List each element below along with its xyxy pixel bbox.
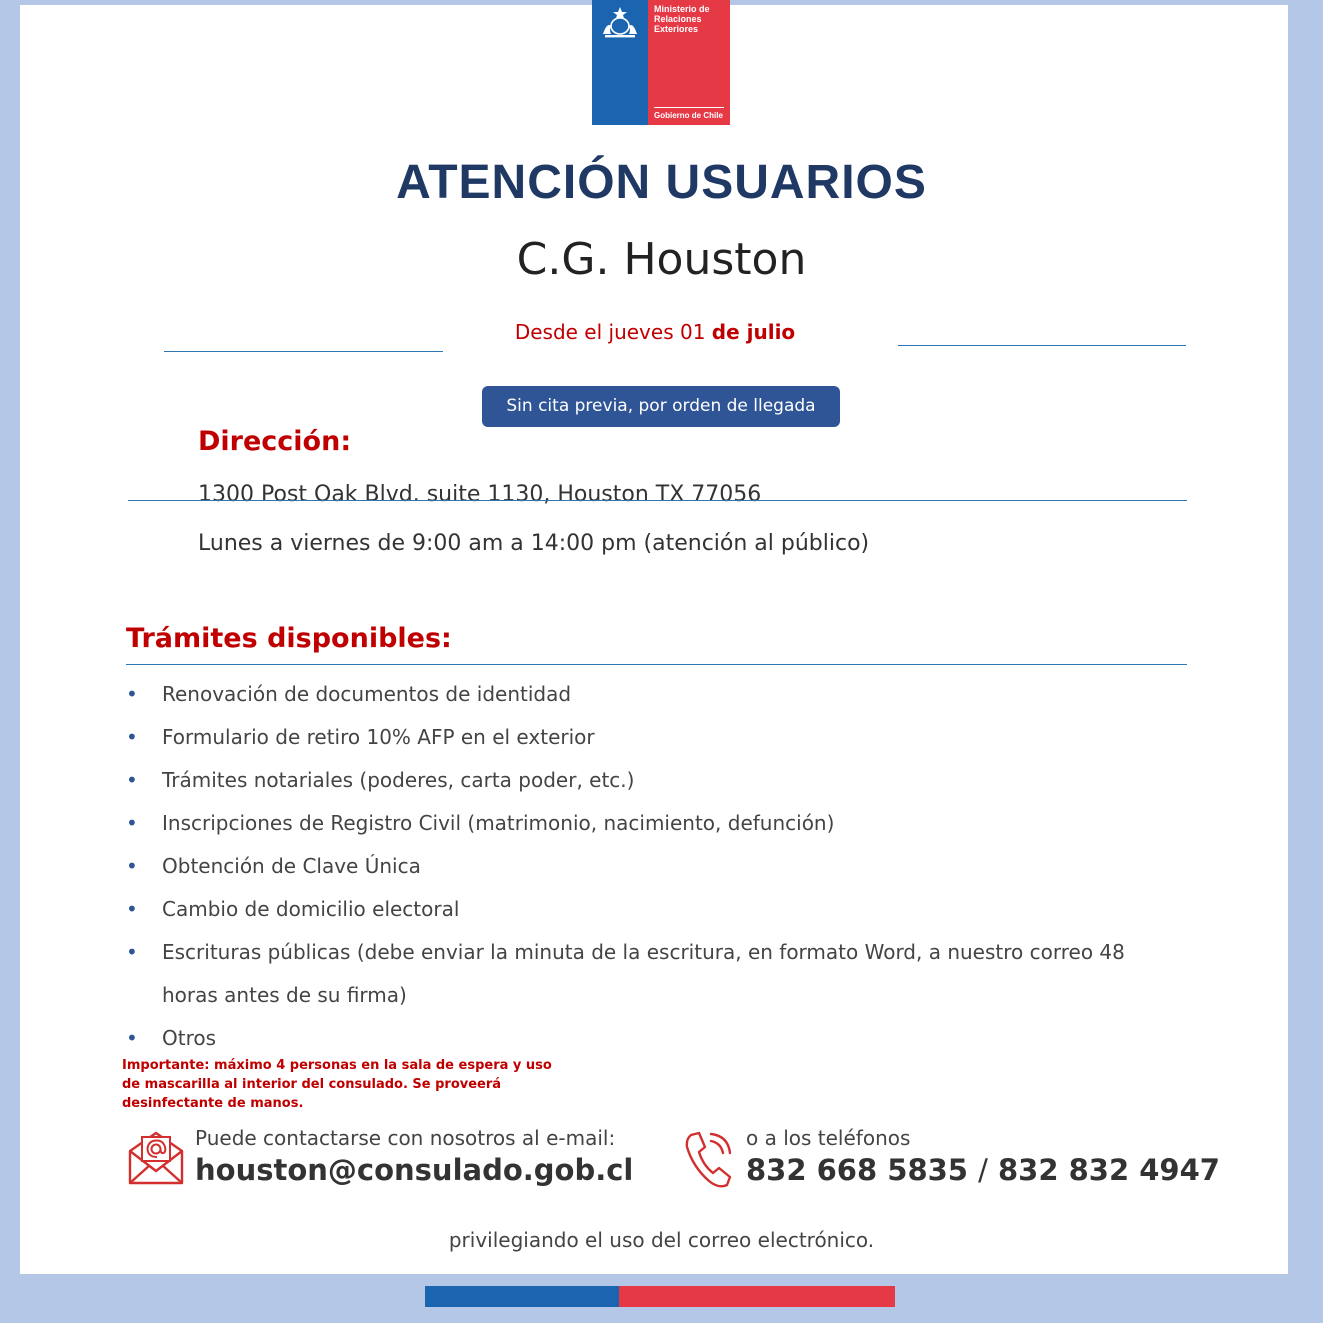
list-item: • Obtención de Clave Única	[126, 845, 1186, 888]
opening-hours: Lunes a viernes de 9:00 am a 14:00 pm (atención al público)	[198, 531, 870, 556]
address-line: 1300 Post Oak Blvd. suite 1130, Houston TX 77056	[198, 482, 762, 507]
phone-separator: /	[978, 1153, 988, 1187]
important-notice: Importante: máximo 4 personas en la sala de espera y uso de mascarilla al interior del consulado. Se proveerá desinfectante de manos.	[122, 1058, 552, 1111]
list-item: • Renovación de documentos de identidad	[126, 673, 1186, 716]
list-item: • Otros	[126, 1017, 1186, 1060]
phone-icon	[683, 1131, 733, 1189]
list-item: • Inscripciones de Registro Civil (matrimonio, nacimiento, defunción)	[126, 802, 1186, 845]
page-title: ATENCIÓN USUARIOS	[396, 156, 927, 209]
start-date	[0, 320, 1310, 344]
email-at-icon	[128, 1129, 184, 1185]
address-underline	[128, 500, 1187, 501]
logo-red-panel	[648, 0, 730, 125]
start-date-month: de julio	[711, 320, 796, 344]
divider-left	[164, 351, 443, 352]
list-item: • Escrituras públicas (debe enviar la minuta de la escritura, en formato Word, a nuestro correo 48 horas antes de su firma)	[126, 931, 1186, 1017]
list-item: • Cambio de domicilio electoral	[126, 888, 1186, 931]
footer-bar-blue	[425, 1286, 619, 1307]
footer-note: privilegiando el uso del correo electrónico.	[448, 1228, 875, 1252]
phone-number-2[interactable]: 832 832 4947	[997, 1153, 1220, 1187]
phone-label: o a los teléfonos	[746, 1126, 911, 1150]
walk-in-badge: Sin cita previa, por orden de llegada	[482, 386, 840, 427]
procedures-underline	[126, 664, 1187, 665]
procedures-heading: Trámites disponibles:	[126, 623, 452, 654]
logo-government-text: Gobierno de Chile	[654, 111, 723, 120]
logo-divider	[654, 107, 724, 108]
email-label: Puede contactarse con nosotros al e-mail:	[195, 1126, 616, 1150]
procedures-list	[126, 673, 1186, 1060]
start-date-prefix: Desde el jueves 01	[514, 320, 706, 344]
logo-blue-panel	[592, 0, 648, 125]
page-subtitle: C.G. Houston	[516, 234, 807, 285]
list-item: • Trámites notariales (poderes, carta poder, etc.)	[126, 759, 1186, 802]
address-heading: Dirección:	[198, 426, 352, 457]
footer-bar-red	[619, 1286, 895, 1307]
logo-ministry-text: Ministerio de Relaciones Exteriores	[654, 4, 710, 34]
email-address[interactable]: houston@consulado.gob.cl	[195, 1153, 634, 1187]
ministry-logo	[592, 0, 730, 125]
list-item: • Formulario de retiro 10% AFP en el exterior	[126, 716, 1186, 759]
phone-numbers	[746, 1153, 1220, 1187]
divider-right	[898, 345, 1186, 346]
phone-number-1[interactable]: 832 668 5835	[746, 1153, 968, 1187]
chile-crest-icon	[597, 4, 643, 40]
